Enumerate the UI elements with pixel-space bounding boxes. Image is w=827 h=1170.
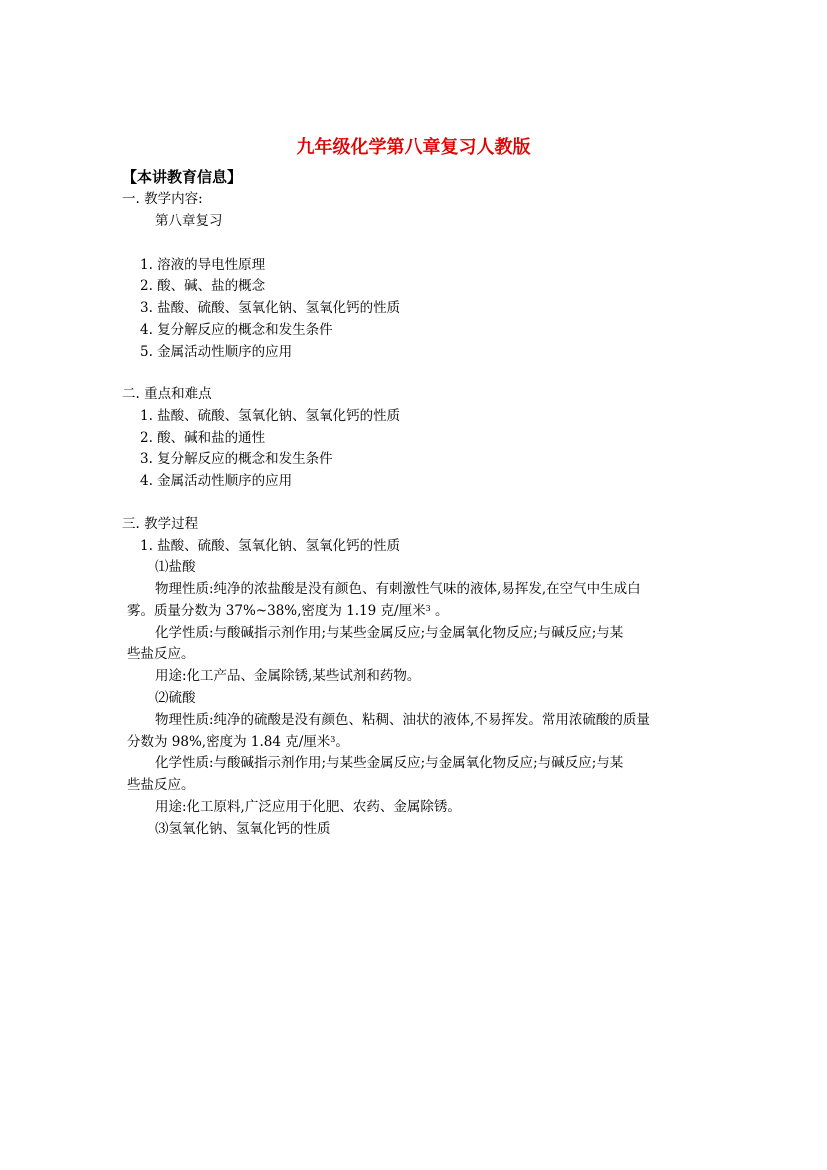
page-title: 九年级化学第八章复习人教版: [296, 137, 531, 158]
h2so4-physical-line-1: 物理性质:纯净的硫酸是没有颜色、粘稠、油状的液体,不易挥发。常用浓硫酸的质量: [155, 712, 650, 728]
list-item: 1. 盐酸、硫酸、氢氧化钠、氢氧化钙的性质: [140, 408, 401, 424]
section-1-heading: 一. 教学内容:: [122, 191, 203, 207]
superscript: 3: [425, 604, 431, 613]
list-item: 4. 金属活动性顺序的应用: [140, 473, 293, 489]
section-3-heading: 三. 教学过程: [122, 516, 199, 532]
hcl-physical-line-2: 雾。质量分数为 37%~38%,密度为 1.19 克/厘米$^3$ 。: [127, 603, 449, 619]
h2so4-use: 用途:化工原料,广泛应用于化肥、农药、金属除锈。: [155, 799, 461, 815]
list-item: 3. 复分解反应的概念和发生条件: [140, 451, 333, 467]
h2so4-label: ⑵硫酸: [155, 690, 196, 706]
info-heading: 【本讲教育信息】: [122, 168, 243, 186]
h2so4-physical-line-2: 分数为 98%,密度为 1.84 克/厘米$^3$。: [127, 734, 349, 750]
superscript: 3: [330, 735, 336, 744]
section-2-heading: 二. 重点和难点: [122, 386, 212, 402]
section-1-sub: 第八章复习: [155, 213, 223, 229]
list-item: 2. 酸、碱、盐的概念: [140, 278, 266, 294]
list-item: 3. 盐酸、硫酸、氢氧化钠、氢氧化钙的性质: [140, 300, 401, 316]
naoh-label: ⑶氢氧化钠、氢氧化钙的性质: [155, 821, 331, 837]
h2so4-chemical-line-1: 化学性质:与酸碱指示剂作用;与某些金属反应;与金属氧化物反应;与碱反应;与某: [155, 755, 624, 771]
hcl-chemical-line-2: 些盐反应。: [127, 646, 195, 662]
list-item: 5. 金属活动性顺序的应用: [140, 344, 293, 360]
list-item: 4. 复分解反应的概念和发生条件: [140, 322, 333, 338]
list-item: 1. 溶液的导电性原理: [140, 257, 266, 273]
h2so4-chemical-line-2: 些盐反应。: [127, 777, 195, 793]
hcl-chemical-line-1: 化学性质:与酸碱指示剂作用;与某些金属反应;与金属氧化物反应;与碱反应;与某: [155, 625, 624, 641]
hcl-use: 用途:化工产品、金属除锈,某些试剂和药物。: [155, 668, 421, 684]
hcl-physical-line-1: 物理性质:纯净的浓盐酸是没有颜色、有刺激性气味的液体,易挥发,在空气中生成白: [155, 581, 641, 597]
hcl-label: ⑴盐酸: [155, 559, 196, 575]
list-item: 2. 酸、碱和盐的通性: [140, 430, 266, 446]
list-item: 1. 盐酸、硫酸、氢氧化钠、氢氧化钙的性质: [140, 538, 401, 554]
